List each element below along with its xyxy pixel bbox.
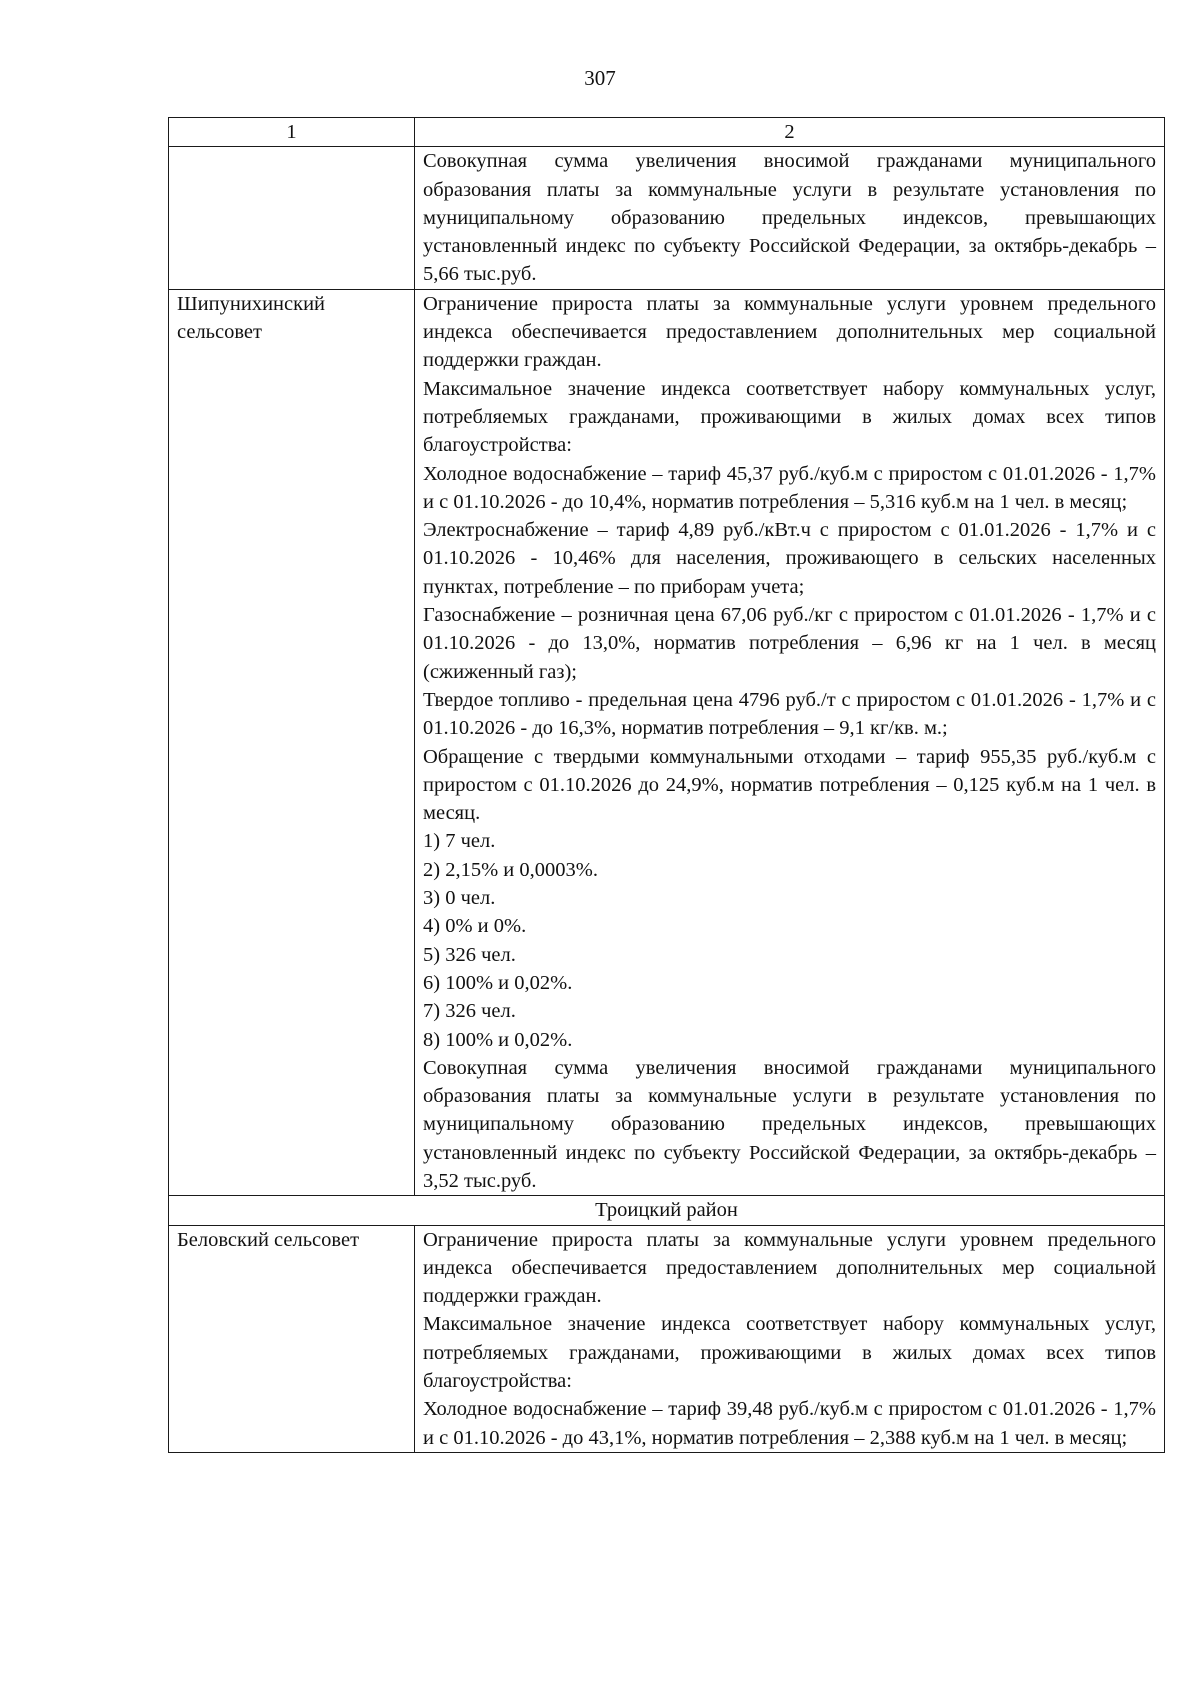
description-cell xyxy=(415,1225,1165,1452)
electricity-paragraph: Электроснабжение – тариф 4,89 руб./кВт.ч с приростом с 01.01.2026 - 1,7% и с 01.10.2026 - 10,46% для населения, проживающего в сельских населенных пунктах, потребление – по приборам учета; xyxy=(423,519,1156,598)
list-item: 6) 100% и 0,02%. xyxy=(423,971,573,994)
description-cell xyxy=(415,289,1165,1196)
table-row xyxy=(169,1225,1165,1452)
page-number: 307 xyxy=(584,66,616,90)
list-item: 3) 0 чел. xyxy=(423,887,496,910)
list-item: 7) 326 чел. xyxy=(423,1000,516,1023)
description-cell xyxy=(415,147,1165,289)
limit-paragraph: Ограничение прироста платы за коммунальные услуги уровнем предельного индекса обеспечивается предоставлением дополнительных мер социальной поддержки граждан. xyxy=(423,1228,1156,1308)
waste-paragraph: Обращение с твердыми коммунальными отходами – тариф 955,35 руб./куб.м с приростом с 01.10.2026 до 24,9%, норматив потребления – 0,125 куб.м на 1 чел. в месяц. xyxy=(423,745,1156,825)
limit-paragraph: Ограничение прироста платы за коммунальные услуги уровнем предельного индекса обеспечивается предоставлением дополнительных мер социальной поддержки граждан. xyxy=(423,292,1156,372)
municipality-cell: Шипунихинский сельсовет xyxy=(169,289,415,1196)
column-header-2: 2 xyxy=(415,118,1165,147)
table-row xyxy=(169,289,1165,1196)
cold-water-paragraph: Холодное водоснабжение – тариф 45,37 руб./куб.м с приростом с 01.01.2026 - 1,7% и с 01.10.2026 - до 10,4%, норматив потребления – 5,316 куб.м на 1 чел. в месяц; xyxy=(423,462,1156,513)
cold-water-paragraph: Холодное водоснабжение – тариф 39,48 руб./куб.м с приростом с 01.01.2026 - 1,7% и с 01.10.2026 - до 43,1%, норматив потребления – 2,388 куб.м на 1 чел. в месяц; xyxy=(423,1398,1156,1449)
column-header-1: 1 xyxy=(169,118,415,147)
region-heading: Троицкий район xyxy=(169,1196,1165,1225)
summary-paragraph: Совокупная сумма увеличения вносимой гражданами муниципального образования платы за коммунальные услуги в результате установления по муниципальному образованию предельных индексов, превышающих установленный индекс по субъекту Российской Федерации, за октябрь-декабрь – 5,66 тыс.руб. xyxy=(423,150,1156,286)
summary-paragraph: Совокупная сумма увеличения вносимой гражданами муниципального образования платы за коммунальные услуги в результате установления по муниципальному образованию предельных индексов, превышающих установленный индекс по субъекту Российской Федерации, за октябрь-декабрь – 3,52 тыс.руб. xyxy=(423,1056,1156,1192)
solid-fuel-paragraph: Твердое топливо - предельная цена 4796 руб./т с приростом с 01.01.2026 - 1,7% и с 01.10.2026 - до 16,3%, норматив потребления – 9,1 кг/кв. м.; xyxy=(423,688,1156,740)
municipality-cell xyxy=(169,147,415,289)
list-item: 8) 100% и 0,02%. xyxy=(423,1028,573,1051)
max-index-paragraph: Максимальное значение индекса соответствует набору коммунальных услуг, потребляемых гражданами, проживающими в жилых домах всех типов благоустройства: xyxy=(423,377,1156,457)
list-item: 4) 0% и 0%. xyxy=(423,915,527,938)
max-index-paragraph: Максимальное значение индекса соответствует набору коммунальных услуг, потребляемых гражданами, проживающими в жилых домах всех типов благоустройства: xyxy=(423,1313,1156,1393)
region-row xyxy=(169,1196,1165,1225)
list-item: 2) 2,15% и 0,0003%. xyxy=(423,858,598,881)
tariff-table xyxy=(168,117,1165,1453)
municipality-cell: Беловский сельсовет xyxy=(169,1225,415,1452)
list-item: 5) 326 чел. xyxy=(423,943,516,966)
gas-paragraph: Газоснабжение – розничная цена 67,06 руб./кг с приростом с 01.01.2026 - 1,7% и с 01.10.2026 - до 13,0%, норматив потребления – 6,96 кг на 1 чел. в месяц (сжиженный газ); xyxy=(423,604,1156,683)
table-header-row xyxy=(169,118,1165,147)
list-item: 1) 7 чел. xyxy=(423,830,496,853)
table-row xyxy=(169,147,1165,289)
